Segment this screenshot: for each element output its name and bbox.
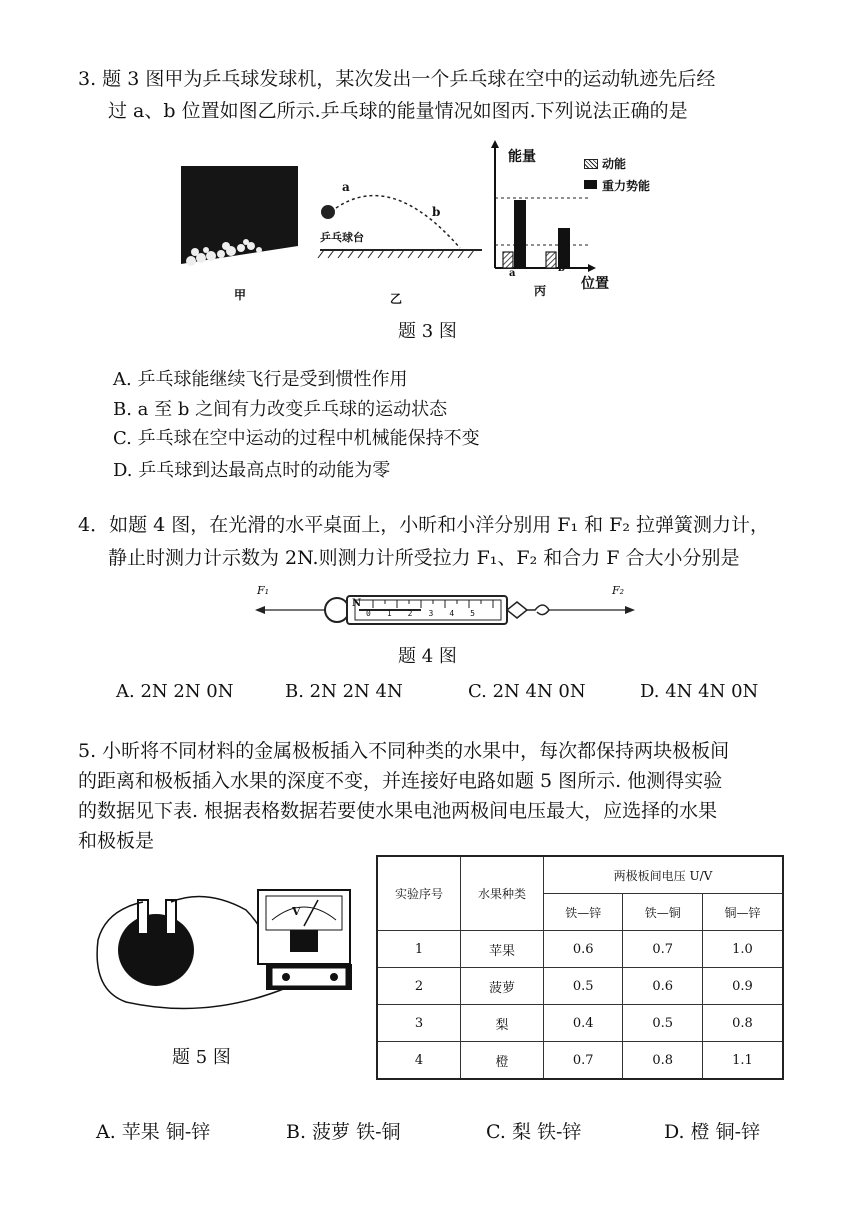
header-seq: 实验序号: [377, 856, 461, 931]
cell-fruit: 梨: [461, 1005, 544, 1042]
cell-voltage: 0.8: [702, 1005, 783, 1042]
tick-3: 3: [428, 609, 434, 618]
cell-voltage: 0.7: [544, 1042, 623, 1080]
trajectory-diagram: [312, 170, 492, 270]
table-row: [377, 1005, 783, 1042]
tick-0: 0: [366, 609, 371, 618]
header-fe-cu: 铁—铜: [623, 894, 702, 931]
cell-voltage: 1.1: [702, 1042, 783, 1080]
legend-kinetic-label: 动能: [602, 157, 627, 171]
q4-stem-line1: 4．如题 4 图，在光滑的水平桌面上，小昕和小洋分别用 F₁ 和 F₂ 拉弹簧测力计，: [78, 514, 770, 536]
header-cu-zn: 铜—锌: [702, 894, 783, 931]
q3-stem-line1: 3. 题 3 图甲为乒乓球发球机，某次发出一个乒乓球在空中的运动轨迹先后经: [78, 68, 716, 90]
bar-a-kinetic: [503, 252, 513, 268]
header-fe-zn: 铁—锌: [544, 894, 623, 931]
header-voltage-group: 两极板间电压 U/V: [544, 856, 784, 894]
bar-a-label: a: [509, 268, 516, 279]
cell-voltage: 0.7: [623, 931, 702, 968]
scale-tick-labels: [366, 609, 475, 618]
bar-a-potential: [514, 200, 526, 268]
cell-voltage: 0.9: [702, 968, 783, 1005]
point-a-label: a: [342, 180, 350, 194]
legend-potential-label: 重力势能: [602, 179, 651, 193]
header-fruit: 水果种类: [461, 856, 544, 931]
q3-figure-caption: 题 3 图: [398, 321, 457, 342]
q4-answer-b: B. 2N 2N 4N: [285, 681, 403, 702]
fruit-battery-circuit: [86, 880, 358, 1030]
tick-1: 1: [386, 609, 392, 618]
cell-fruit: 苹果: [461, 931, 544, 968]
cell-voltage: 0.5: [623, 1005, 702, 1042]
fig-yi-label: 乙: [390, 292, 403, 306]
q5-answer-a: A. 苹果 铜-锌: [96, 1121, 211, 1143]
q5-stem-line4: 和极板是: [78, 830, 155, 852]
q5-figure-caption: 题 5 图: [172, 1047, 231, 1068]
force-f2-label: F₂: [612, 584, 625, 597]
position-axis-label: 位置: [581, 276, 609, 292]
cell-seq: 4: [377, 1042, 461, 1080]
table-row: [377, 968, 783, 1005]
legend-kinetic-swatch: [584, 159, 598, 169]
q5-answer-b: B. 菠萝 铁-铜: [286, 1121, 401, 1143]
cell-voltage: 0.6: [544, 931, 623, 968]
q3-option-a: A. 乒乓球能继续飞行是受到惯性作用: [113, 369, 408, 390]
cell-voltage: 0.4: [544, 1005, 623, 1042]
voltmeter-symbol: V: [292, 905, 301, 918]
voltage-data-table: [376, 855, 784, 1080]
tick-4: 4: [449, 609, 455, 618]
energy-bar-chart: [486, 140, 596, 280]
q4-answer-a: A. 2N 2N 0N: [116, 681, 234, 702]
table-row: [377, 931, 783, 968]
bar-b-kinetic: [546, 252, 556, 268]
fig-jia-label: 甲: [234, 288, 247, 302]
bar-b-potential: [558, 228, 570, 268]
q3-option-b: B. a 至 b 之间有力改变乒乓球的运动状态: [113, 399, 448, 420]
q3-option-c: C. 乒乓球在空中运动的过程中机械能保持不变: [113, 428, 480, 449]
q5-stem-line2: 的距离和极板插入水果的深度不变，并连接好电路如题 5 图所示. 他测得实验: [78, 770, 723, 792]
q5-answer-c: C. 梨 铁-锌: [486, 1121, 582, 1143]
cell-voltage: 1.0: [702, 931, 783, 968]
energy-axis-label: 能量: [508, 149, 536, 165]
q4-figure-caption: 题 4 图: [398, 646, 457, 667]
q4-answer-c: C. 2N 4N 0N: [468, 681, 586, 702]
serving-machine-photo: [181, 166, 298, 278]
legend-potential-swatch: [584, 180, 597, 189]
table-tennis-table-label: 乒乓球台: [320, 231, 364, 244]
cell-seq: 2: [377, 968, 461, 1005]
tick-2: 2: [407, 609, 413, 618]
q5-stem-line1: 5. 小昕将不同材料的金属极板插入不同种类的水果中，每次都保持两块极板间: [78, 740, 730, 762]
cell-fruit: 菠萝: [461, 968, 544, 1005]
cell-seq: 1: [377, 931, 461, 968]
cell-seq: 3: [377, 1005, 461, 1042]
cell-voltage: 0.5: [544, 968, 623, 1005]
table-row: [377, 1042, 783, 1080]
tick-5: 5: [470, 609, 475, 618]
fig-bing-label: 丙: [534, 284, 547, 298]
q5-answer-d: D. 橙 铜-锌: [664, 1121, 761, 1143]
force-f1-label: F₁: [257, 584, 270, 597]
cell-voltage: 0.8: [623, 1042, 702, 1080]
point-b-label: b: [432, 205, 441, 219]
cell-voltage: 0.6: [623, 968, 702, 1005]
q5-stem-line3: 的数据见下表. 根据表格数据若要使水果电池两极间电压最大，应选择的水果: [78, 800, 718, 822]
q4-stem-line2: 静止时测力计示数为 2N.则测力计所受拉力 F₁、F₂ 和合力 F 合大小分别是: [108, 547, 740, 569]
q3-option-d: D. 乒乓球到达最高点时的动能为零: [113, 460, 391, 481]
q3-stem-line2: 过 a、b 位置如图乙所示.乒乓球的能量情况如图丙.下列说法正确的是: [108, 100, 688, 122]
cell-fruit: 橙: [461, 1042, 544, 1080]
q4-answer-d: D. 4N 4N 0N: [640, 681, 759, 702]
scale-unit-label: N: [352, 598, 362, 609]
bar-b-label: b: [558, 263, 565, 274]
